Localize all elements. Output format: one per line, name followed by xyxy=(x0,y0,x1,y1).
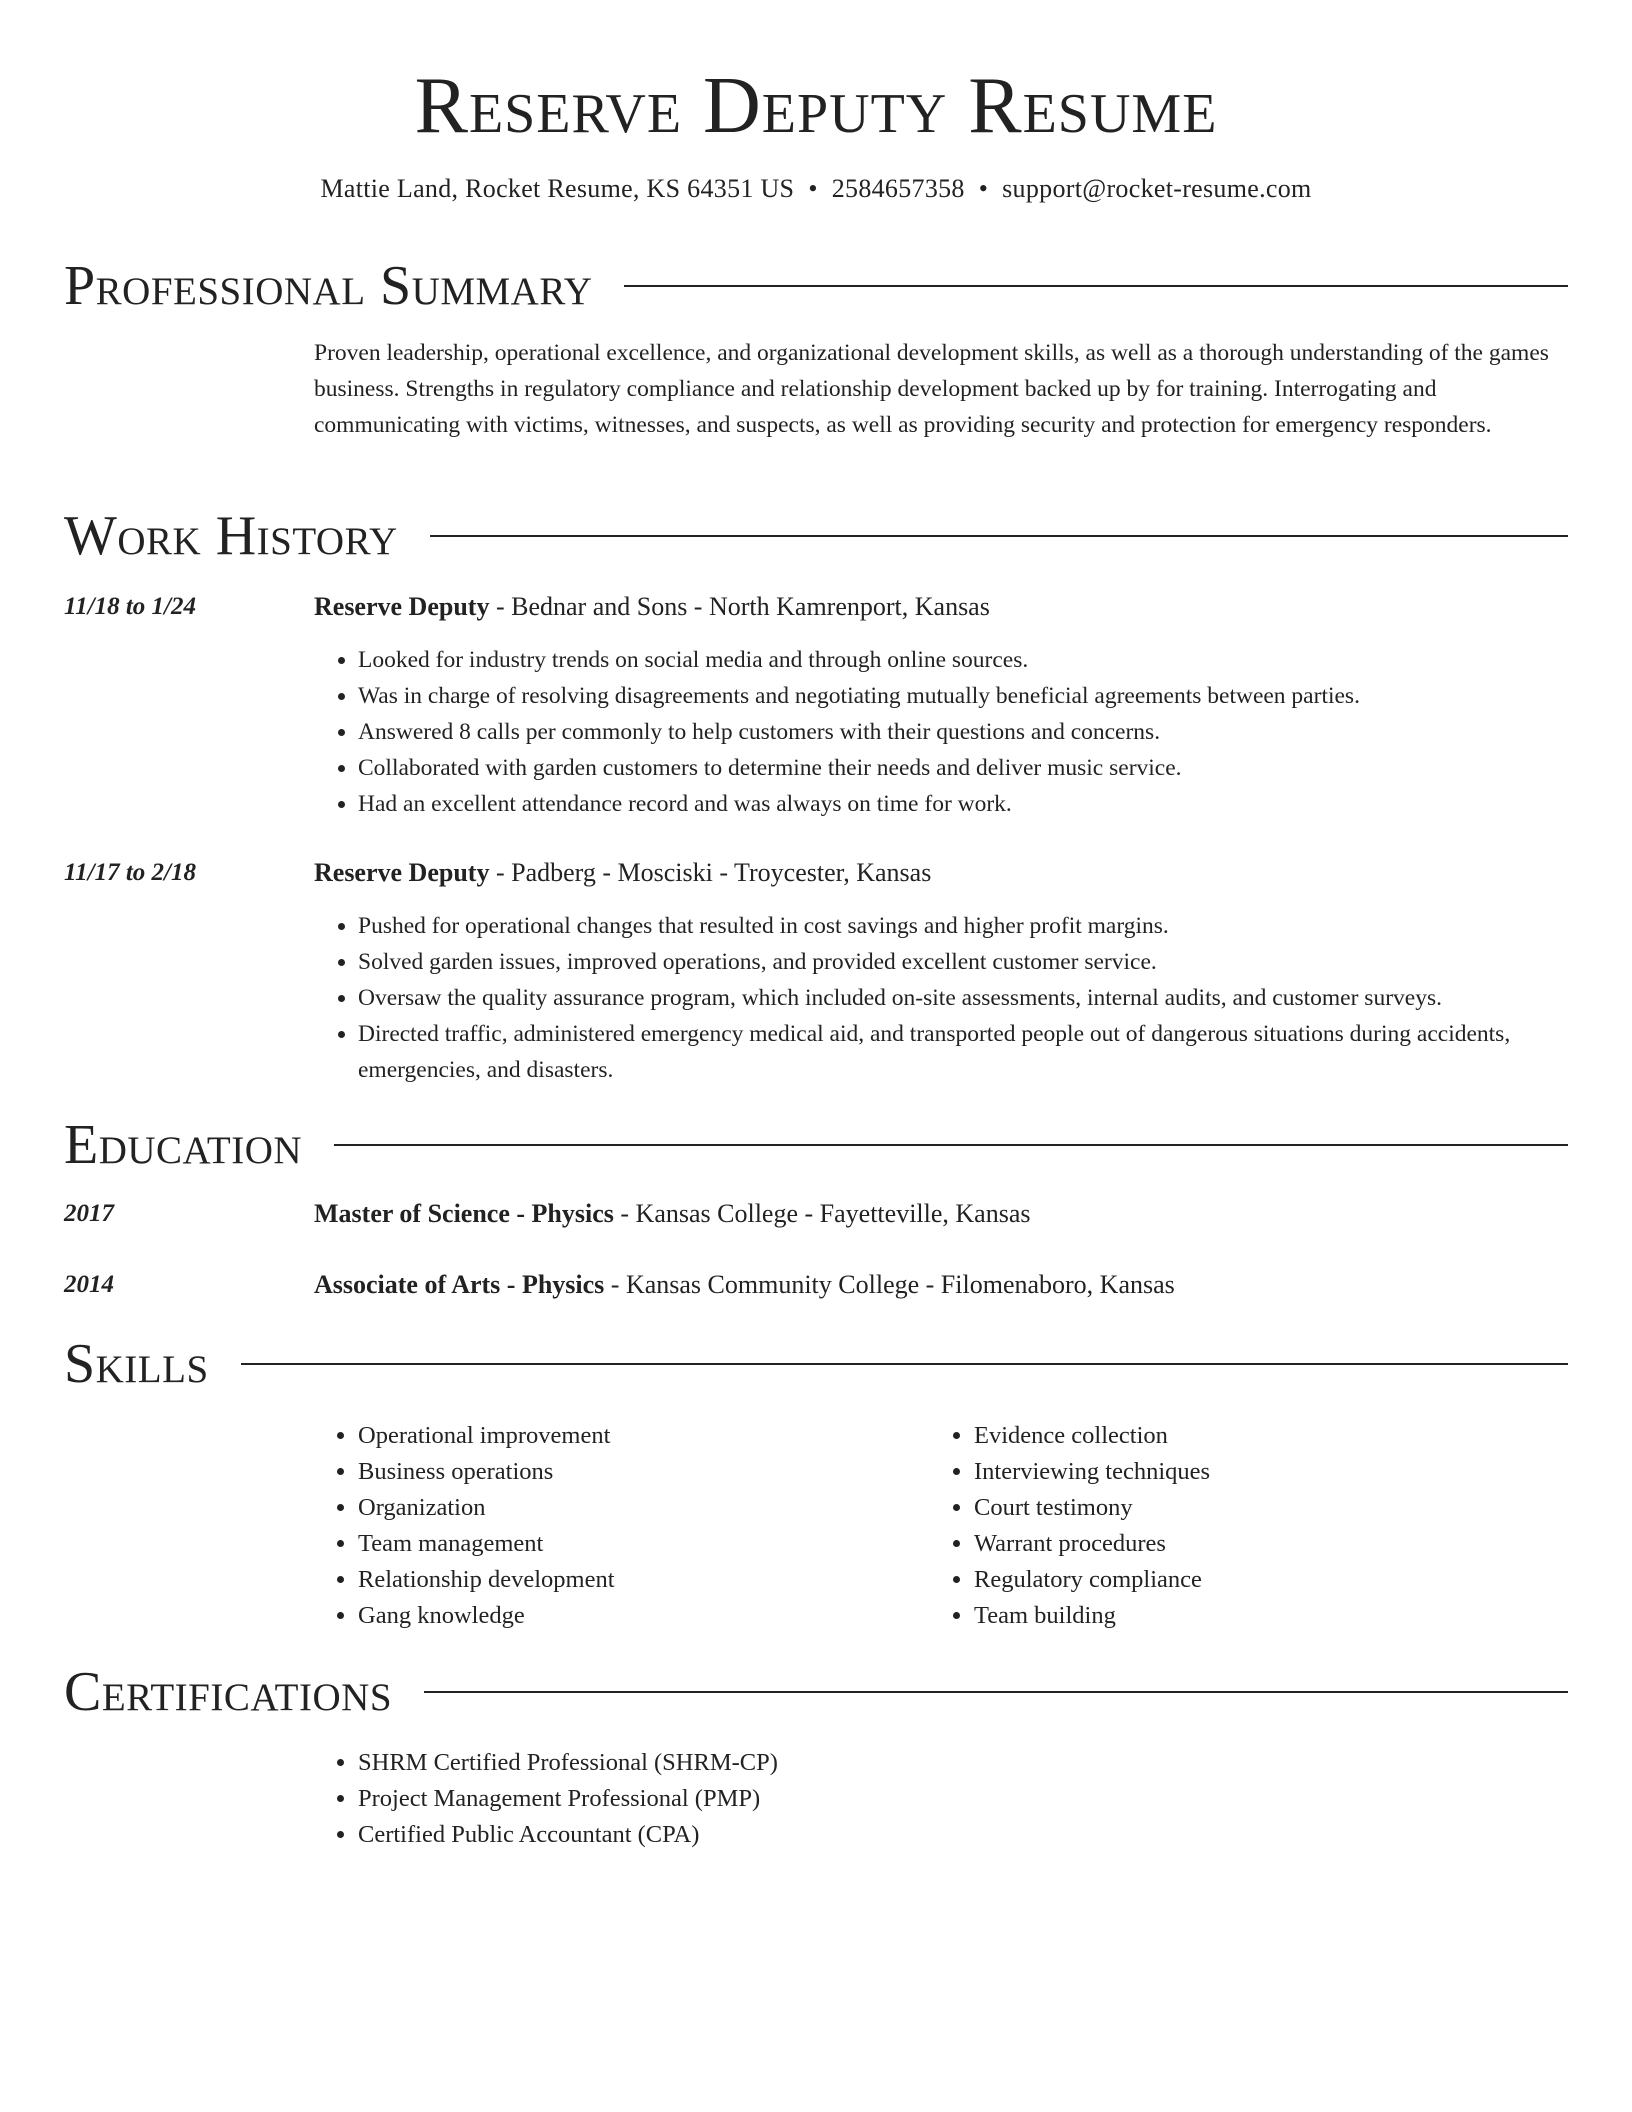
section-title: Professional Summary xyxy=(64,255,593,317)
job-heading xyxy=(314,856,1568,890)
skill-item: • Gang knowledge xyxy=(358,1598,874,1634)
resume-title: Reserve Deputy Resume xyxy=(414,62,1218,150)
list-item: • Directed traffic, administered emergency medical aid, and transported people out of dangerous situations during accidents, emergencies, and disasters. xyxy=(358,1016,1568,1088)
section-heading-education xyxy=(64,1113,1568,1177)
section-divider xyxy=(424,1691,1568,1693)
skill-item: • Operational improvement xyxy=(358,1418,874,1454)
section-title: Skills xyxy=(64,1333,209,1395)
education-entry xyxy=(314,1197,1568,1231)
job-title: Reserve Deputy xyxy=(314,592,490,621)
summary-text: Proven leadership, operational excellence, and organizational development skills, as well as a thorough understanding of the games business. Strengths in regulatory compliance and relationship development backed up by for training. Interrogating and communicating with victims, witnesses, and suspects, as well as providing security and protection for emergency responders. xyxy=(314,340,1549,438)
job-heading xyxy=(314,590,1568,624)
contact-email: support@rocket-resume.com xyxy=(1002,174,1312,203)
education-degree: Associate of Arts - Physics xyxy=(314,1270,605,1299)
job-dates: 11/18 to 1/24 xyxy=(64,593,196,620)
education-details: - Kansas Community College - Filomenaboro, Kansas xyxy=(604,1270,1175,1299)
job-title: Reserve Deputy xyxy=(314,858,490,887)
section-heading-work xyxy=(64,504,1568,568)
certification-item: • Certified Public Accountant (CPA) xyxy=(358,1817,1568,1853)
skill-item: • Warrant procedures xyxy=(974,1526,1490,1562)
list-item: • Looked for industry trends on social media and through online sources. xyxy=(358,642,1568,678)
skill-item: • Team management xyxy=(358,1526,874,1562)
job-details: - Padberg - Mosciski - Troycester, Kansas xyxy=(489,858,932,887)
skill-item: • Interviewing techniques xyxy=(974,1454,1490,1490)
section-heading-certifications xyxy=(64,1660,1568,1724)
education-year: 2014 xyxy=(64,1271,114,1298)
skill-item: • Team building xyxy=(974,1598,1490,1634)
list-item: • Answered 8 calls per commonly to help customers with their questions and concerns. xyxy=(358,714,1568,750)
education-entry xyxy=(314,1268,1568,1302)
certification-item: • SHRM Certified Professional (SHRM-CP) xyxy=(358,1745,1568,1781)
section-heading-summary xyxy=(64,254,1568,318)
skill-item: • Business operations xyxy=(358,1454,874,1490)
job-details: - Bednar and Sons - North Kamrenport, Kansas xyxy=(489,592,990,621)
section-heading-skills xyxy=(64,1332,1568,1396)
list-item: • Was in charge of resolving disagreements and negotiating mutually beneficial agreements between parties. xyxy=(358,678,1568,714)
section-title: Education xyxy=(64,1114,303,1176)
education-details: - Kansas College - Fayetteville, Kansas xyxy=(613,1199,1031,1228)
certification-item: • Project Management Professional (PMP) xyxy=(358,1781,1568,1817)
contact-separator: • xyxy=(808,174,818,203)
job-bullets xyxy=(314,642,1568,822)
job-bullets xyxy=(314,908,1568,1088)
section-title: Certifications xyxy=(64,1661,393,1723)
skill-item: • Court testimony xyxy=(974,1490,1490,1526)
skill-item: • Evidence collection xyxy=(974,1418,1490,1454)
contact-separator: • xyxy=(978,174,989,203)
job-dates: 11/17 to 2/18 xyxy=(64,859,196,886)
section-divider xyxy=(334,1144,1568,1146)
contact-phone: 2584657358 xyxy=(831,174,965,203)
list-item: • Pushed for operational changes that resulted in cost savings and higher profit margins. xyxy=(358,908,1568,944)
section-divider xyxy=(624,285,1568,287)
list-item: • Solved garden issues, improved operations, and provided excellent customer service. xyxy=(358,944,1568,980)
list-item: • Collaborated with garden customers to determine their needs and deliver music service. xyxy=(358,750,1568,786)
contact-line xyxy=(0,172,1632,206)
list-item: • Oversaw the quality assurance program, which included on-site assessments, internal audits, and customer surveys. xyxy=(358,980,1568,1016)
section-title: Work History xyxy=(64,505,398,567)
list-item: • Had an excellent attendance record and was always on time for work. xyxy=(358,786,1568,822)
contact-address: Mattie Land, Rocket Resume, KS 64351 US xyxy=(320,174,795,203)
skills-column-left xyxy=(314,1418,874,1634)
skill-item: • Organization xyxy=(358,1490,874,1526)
education-degree: Master of Science - Physics xyxy=(314,1199,614,1228)
skill-item: • Relationship development xyxy=(358,1562,874,1598)
skill-item: • Regulatory compliance xyxy=(974,1562,1490,1598)
section-divider xyxy=(241,1363,1568,1365)
skills-column-right xyxy=(930,1418,1490,1634)
section-divider xyxy=(430,535,1568,537)
certifications-list xyxy=(314,1745,1568,1853)
education-year: 2017 xyxy=(64,1200,114,1227)
